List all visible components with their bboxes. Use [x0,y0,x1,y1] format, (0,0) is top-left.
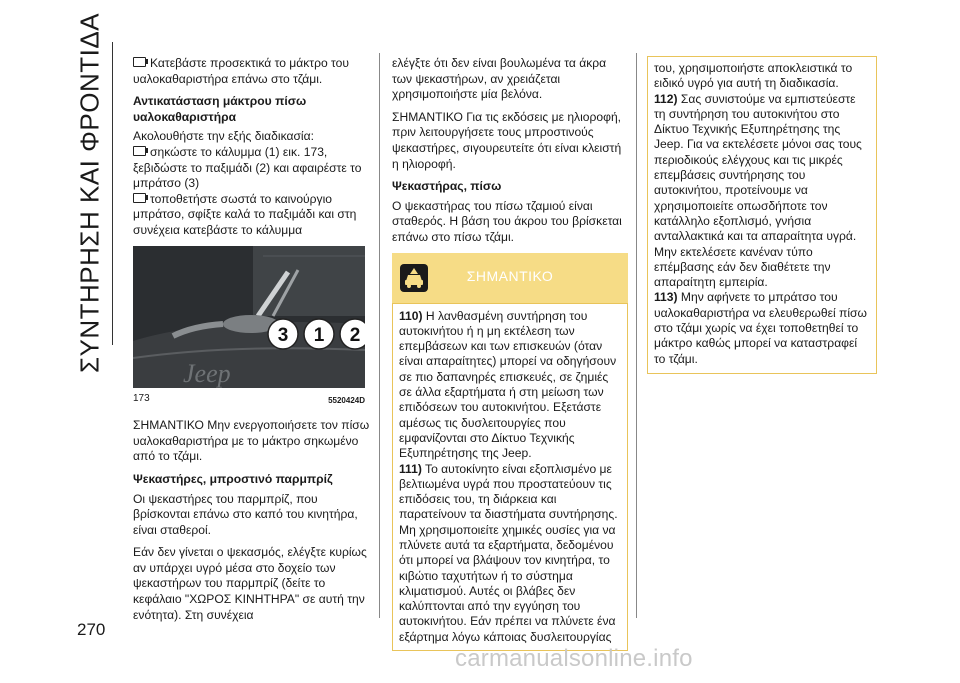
side-chapter-title-text: ΣΥΝΤΗΡΗΣΗ ΚΑΙ ΦΡΟΝΤΙΔΑ [74,12,105,374]
procedure-step: τοποθετήστε σωστά το καινούργιο μπράτσο, σφίξτε καλά το παξιμάδι και στη συνέχεια κατεβάστε το κάλυμμα [133,191,357,237]
figure-label: 2 [349,324,361,346]
figure-number: 173 [133,392,150,404]
rear-wiper-illustration [133,246,365,388]
column-divider [379,53,380,618]
column-2 [392,56,628,651]
page-number: 270 [77,620,106,639]
svg-text:Jeep: Jeep [183,358,231,388]
figure-label: 1 [313,324,325,346]
note-item: 110) Η λανθασμένη συντήρηση του αυτοκινήτου ή η μη εκτέλεση των επεμβάσεων και των επισκευών (όταν είναι απαραίτητες) μπορεί να οδηγήσουν σε πιο δαπανηρές επισκευές, σε ζημιές σε άλλα εξαρτήματα ή στη μείωση των επιδόσεων του αυτοκινήτου. Εξετάστε αμέσως τις δυσλειτουργίες που εμφανίζονται στο Δίκτυο Τεχνικής Εξυπηρέτησης της Jeep. [399,308,617,461]
section-heading: Ψεκαστήρας, πίσω [392,179,502,194]
section-heading: Αντικατάσταση μάκτρου πίσω υαλοκαθαριστήρα [133,94,307,124]
procedure-intro: Ακολουθήστε την εξής διαδικασία: [133,129,314,144]
side-chapter-title [73,12,107,374]
intro-paragraph: Κατεβάστε προσεκτικά το μάκτρο του υαλοκαθαριστήρα επάνω στο τζάμι. [133,56,349,86]
column-3 [647,56,877,374]
figure-label: 3 [277,324,289,346]
step-bullet-icon [133,193,146,203]
section-heading: Ψεκαστήρες, μπροστινό παρμπρίζ [133,471,333,486]
important-box-continued [647,56,877,374]
rear-wiper-figure [133,246,365,388]
important-note: ΣΗΜΑΝΤΙΚΟ Μην ενεργοποιήσετε τον πίσω υαλοκαθαριστήρα με το μάκτρο σηκωμένο από το τζάμι. [133,418,370,464]
figure-code: 5520424D [328,395,365,405]
step-bullet-icon [133,146,146,156]
step-bullet-icon [133,57,146,67]
column-divider [636,53,637,618]
procedure-step: σηκώστε το κάλυμμα (1) εικ. 173, ξεβιδώστε το παξιμάδι (2) και αφαιρέστε το μπράτσο (3) [133,144,362,191]
important-box-title: ΣΗΜΑΝΤΙΚΟ [466,267,554,284]
title-divider [112,42,113,345]
note-item: 111) Το αυτοκίνητο είναι εξοπλισμένο με βελτιωμένα υγρά που προστατεύουν τις επιδόσεις του, τη διάρκεια και παρατείνουν τα διαστήματα συντήρησης. Μη χρησιμοποιείτε χημικές ουσίες για να πλύνετε αυτά τα εξαρτήματα, δεδομένου ότι μπορεί να βλάψουν τον κινητήρα, το κιβώτιο ταχυτήτων ή το σύστημα κλιματισμού. Αυτές οι βλάβες δεν καλύπτονται από την εγγύηση του αυτοκινήτου. Εάν πρέπει να πλύνετε ένα εξάρτημα λόγω κάποιας δυσλειτουργίας [399,461,618,644]
paragraph: ΣΗΜΑΝΤΙΚΟ Για τις εκδόσεις με ηλιοροφή, πριν λειτουργήσετε τους μπροστινούς ψεκαστήρες, σιγουρευτείτε ότι είναι κλειστή η ηλιοροφή. [392,109,622,171]
watermark: carmanualsonline.info [455,645,693,672]
paragraph: Οι ψεκαστήρες του παρμπρίζ, που βρίσκονται επάνω στο καπό του κινητήρα, είναι σταθεροί. [133,491,358,537]
column-1 [133,56,373,630]
paragraph: Ο ψεκαστήρας του πίσω τζαμιού είναι σταθερός. Η βάση του άκρου του βρίσκεται επάνω στο πίσω τζάμι. [392,198,622,244]
paragraph: ελέγξτε ότι δεν είναι βουλωμένα τα άκρα των ψεκαστήρων, αν χρειάζεται χρησιμοποιήστε μία βελόνα. [392,56,607,102]
important-box [392,303,628,652]
note-continuation: του, χρησιμοποιήστε αποκλειστικά το ειδικό υγρό για αυτή τη διαδικασία. [654,61,853,91]
figure-caption [133,391,365,409]
note-item: 112) Σας συνιστούμε να εμπιστεύεστε τη συντήρηση του αυτοκινήτου στο Δίκτυο Τεχνικής Εξυπηρέτησης της Jeep. Για να εκτελέσετε μόνοι σας τους περιοδικούς ελέγχους και τις μικρές επεμβάσεις συντήρησης του αυτοκινήτου, προτείνουμε να χρησιμοποιείτε οπωσδήποτε τον κατάλληλο εξοπλισμό, γνήσια ανταλλακτικά και τα απαραίτητα υγρά. Μην εκτελέσετε κανέναν τύπο επέμβασης εάν δεν διαθέτετε την απαραίτητη εμπειρία. [654,91,862,290]
paragraph: Εάν δεν γίνεται ο ψεκασμός, ελέγξτε κυρίως αν υπάρχει υγρό μέσα στο δοχείο των ψεκαστήρων του παρμπρίζ (δείτε το κεφάλαιο "ΧΩΡΟΣ ΚΙΝΗΤΗΡΑ" σε αυτή την ενότητα). Στη συνέχεια [133,545,367,622]
important-box-header [392,253,628,303]
note-item: 113) Μην αφήνετε το μπράτσο του υαλοκαθαριστήρα να ελευθερωθεί πίσω στο τζάμι χωρίς να έχει τοποθετηθεί το μάκτρο καθώς μπορεί να καταστραφεί το τζάμι. [654,290,867,366]
